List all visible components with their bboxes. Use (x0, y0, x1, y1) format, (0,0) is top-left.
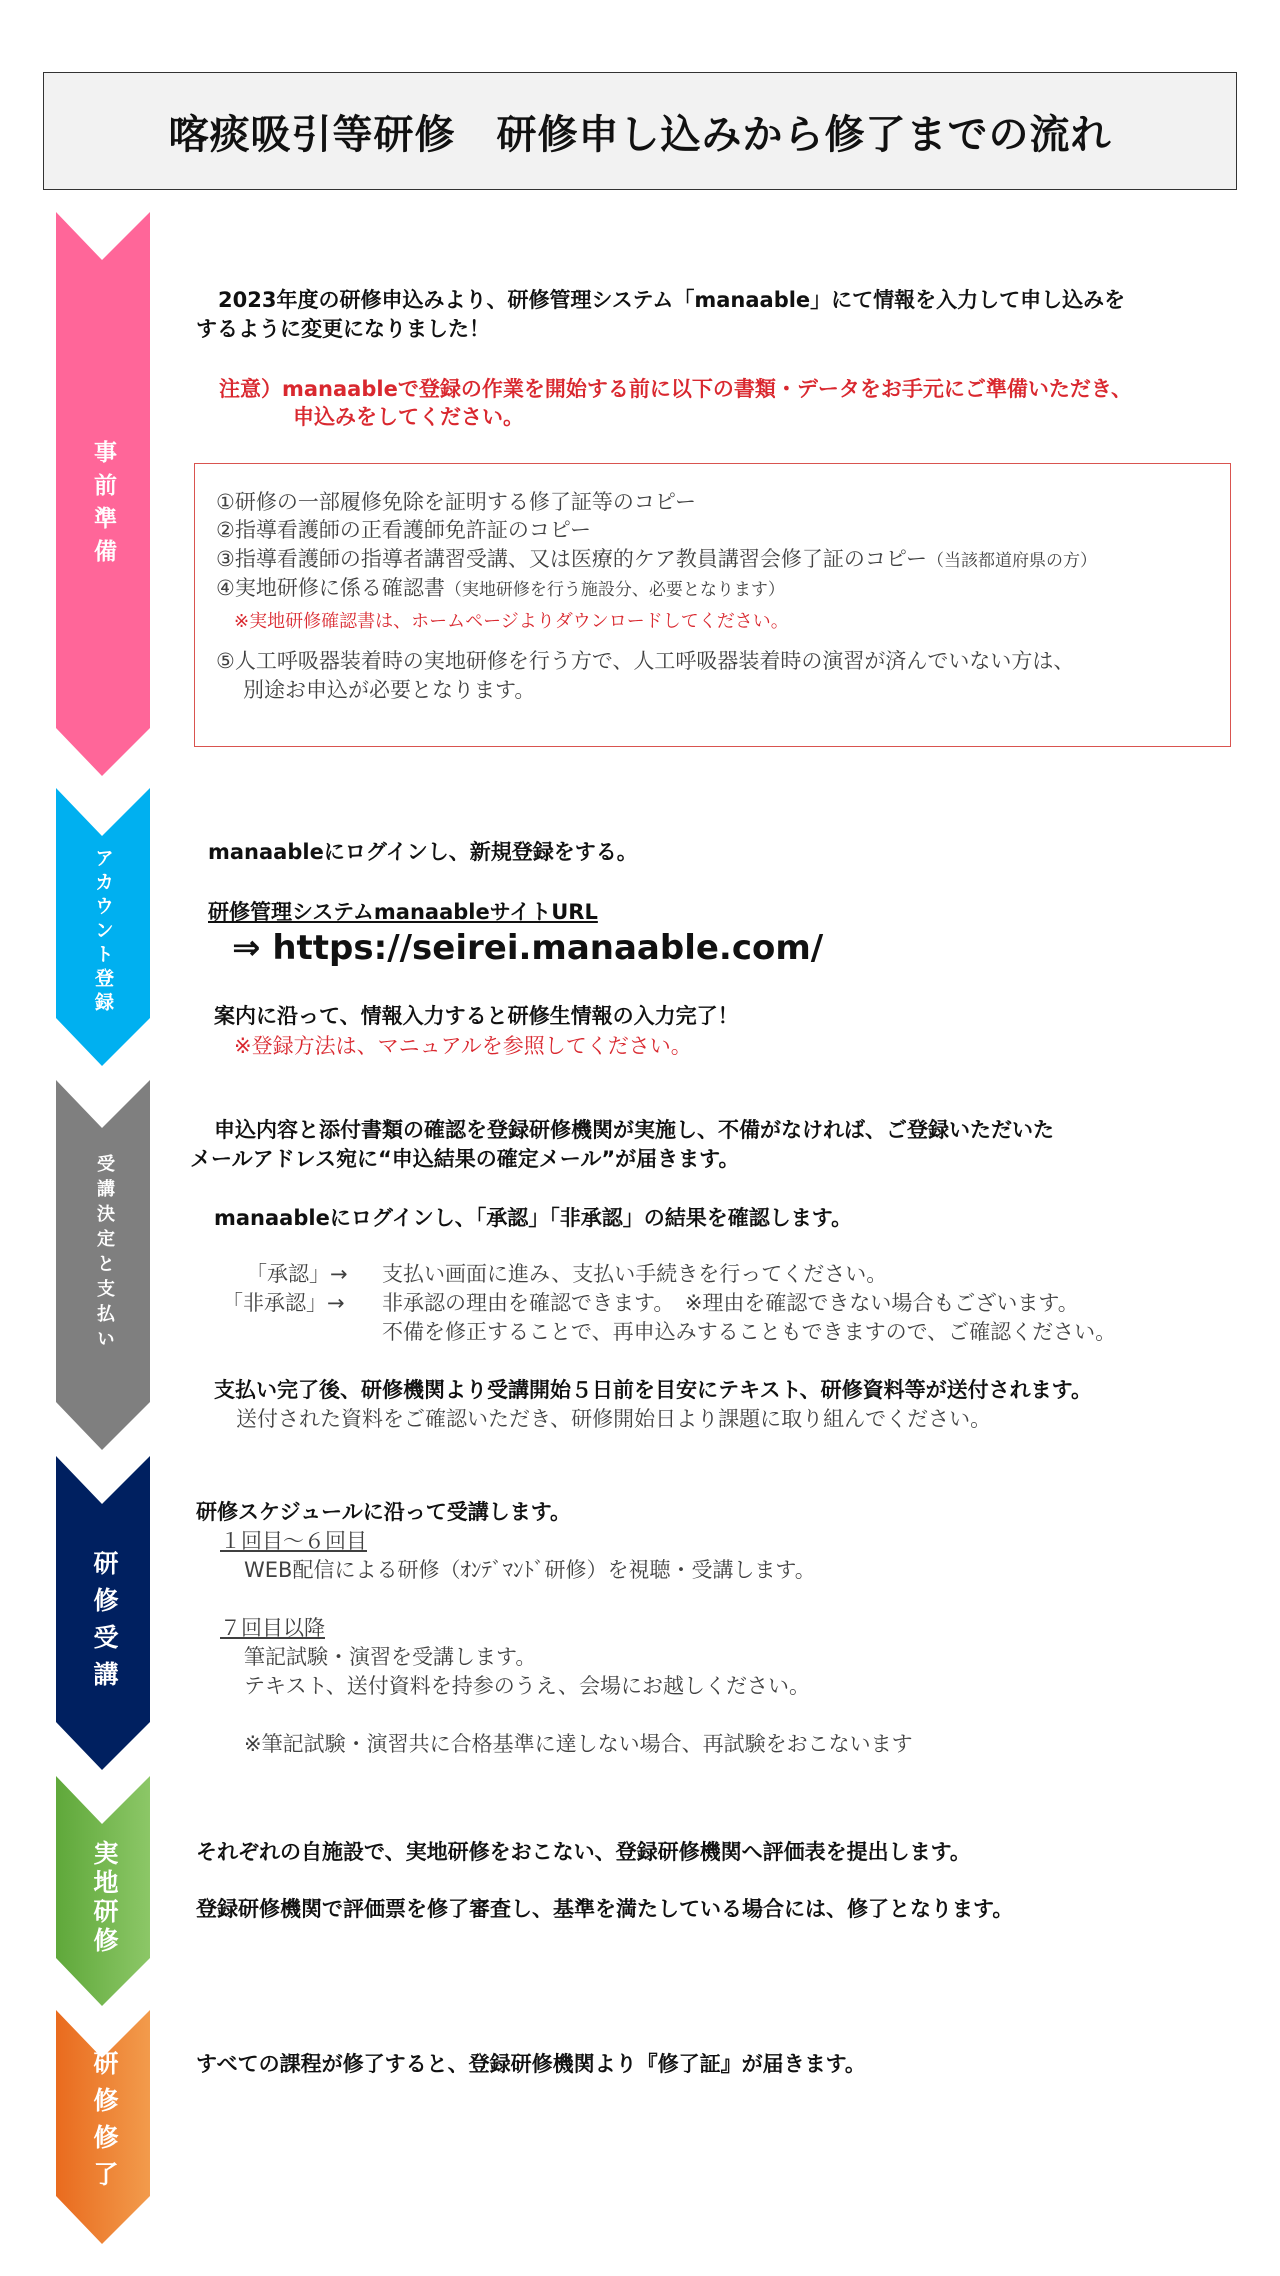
course-round1-text: WEB配信による研修（ｵﾝﾃﾞﾏﾝﾄﾞ研修）を視聴・受講します。 (244, 1558, 816, 1582)
account-login-text: manaableにログインし、新規登録をする。 (208, 840, 638, 864)
doc-item-5-line2: 別途お申込が必要となります。 (243, 678, 536, 702)
practical-line1: それぞれの自施設で、実地研修をおこない、登録研修機関へ評価表を提出します。 (196, 1840, 971, 1864)
prep-note-line1: 注意）manaableで登録の作業を開始する前に以下の書類・データをお手元にご準備いただき、 (219, 377, 1132, 401)
payment-line2: メールアドレス宛に“申込結果の確定メール”が届きます。 (190, 1147, 740, 1171)
course-retest-note: ※筆記試験・演習共に合格基準に達しない場合、再試験をおこないます (244, 1732, 913, 1756)
doc-item-1: ①研修の一部履修免除を証明する修了証等のコピー (216, 490, 696, 514)
doc-item-4-text: ④実地研修に係る確認書 (216, 576, 445, 600)
course-intro: 研修スケジュールに沿って受講します。 (196, 1500, 572, 1524)
doc-item-4-download-note: ※実地研修確認書は、ホームページよりダウンロードしてください。 (234, 611, 789, 632)
account-complete-text: 案内に沿って、情報入力すると研修生情報の入力完了！ (214, 1004, 739, 1028)
payment-check-text: manaableにログインし、「承認」「非承認」の結果を確認します。 (214, 1206, 853, 1230)
account-url-label: 研修管理システムmanaableサイトURL (208, 900, 598, 924)
doc-item-3-text: ③指導看護師の指導者講習受講、又は医療的ケア教員講習会修了証のコピー (216, 547, 927, 571)
stage-label-completion: 研修修了 (90, 2050, 119, 2198)
payment-sent-text: 支払い完了後、研修機関より受講開始５日前を目安にテキスト、研修資料等が送付されます。 (214, 1378, 1093, 1402)
rejected-label: 「非承認」→ (222, 1291, 345, 1315)
page-title: 喀痰吸引等研修 研修申し込みから修了までの流れ (168, 111, 1112, 158)
approved-label: 「承認」→ (246, 1262, 348, 1286)
title-box (43, 72, 1237, 190)
doc-item-2: ②指導看護師の正看護師免許証のコピー (216, 518, 591, 542)
practical-line2: 登録研修機関で評価票を修了審査し、基準を満たしている場合には、修了となります。 (196, 1897, 1014, 1921)
completion-line1: すべての課程が修了すると、登録研修機関より『修了証』が届きます。 (196, 2052, 866, 2076)
flow-arrows (0, 0, 160, 2276)
prep-note-line2: 申込みをしてください。 (293, 405, 524, 429)
stage-label-course: 研修受講 (90, 1550, 119, 1698)
doc-item-4 (216, 572, 785, 602)
doc-item-3 (216, 543, 1097, 573)
stage-label-payment: 受講決定と支払い (94, 1154, 115, 1354)
prep-intro-line2: するように変更になりました！ (196, 317, 490, 341)
doc-item-3-note: （当該都道府県の方） (926, 551, 1097, 571)
payment-sent-text-2: 送付された資料をご確認いただき、研修開始日より課題に取り組んでください。 (236, 1407, 992, 1431)
rejected-text: 非承認の理由を確認できます。 ※理由を確認できない場合もございます。 (382, 1291, 1079, 1315)
account-url-link[interactable]: ⇒ https://seirei.manaable.com/ (232, 928, 824, 968)
course-round1-label: １回目～６回目 (220, 1529, 367, 1553)
course-round2-label: ７回目以降 (220, 1616, 325, 1640)
course-round2-text2: テキスト、送付資料を持参のうえ、会場にお越しください。 (244, 1674, 810, 1698)
course-round2-text1: 筆記試験・演習を受講します。 (244, 1645, 537, 1669)
rejected-text-2: 不備を修正することで、再申込みすることもできますので、ご確認ください。 (382, 1320, 1117, 1344)
doc-item-5-line1: ⑤人工呼吸器装着時の実地研修を行う方で、人工呼吸器装着時の演習が済んでいない方は、 (216, 649, 1075, 673)
doc-item-4-note: （実地研修を行う施設分、必要となります） (444, 580, 785, 600)
account-manual-note: ※登録方法は、マニュアルを参照してください。 (234, 1034, 692, 1058)
stage-label-practical: 実地研修 (90, 1840, 119, 1956)
stage-label-prep: 事前準備 (90, 440, 116, 572)
payment-line1: 申込内容と添付書類の確認を登録研修機関が実施し、不備がなければ、ご登録いただいた (214, 1118, 1054, 1142)
approved-text: 支払い画面に進み、支払い手続きを行ってください。 (382, 1262, 888, 1286)
stage-label-account: アカウント登録 (92, 848, 114, 1016)
prep-intro-line1: 2023年度の研修申込みより、研修管理システム「manaable」にて情報を入力して申し込みを (218, 288, 1126, 312)
